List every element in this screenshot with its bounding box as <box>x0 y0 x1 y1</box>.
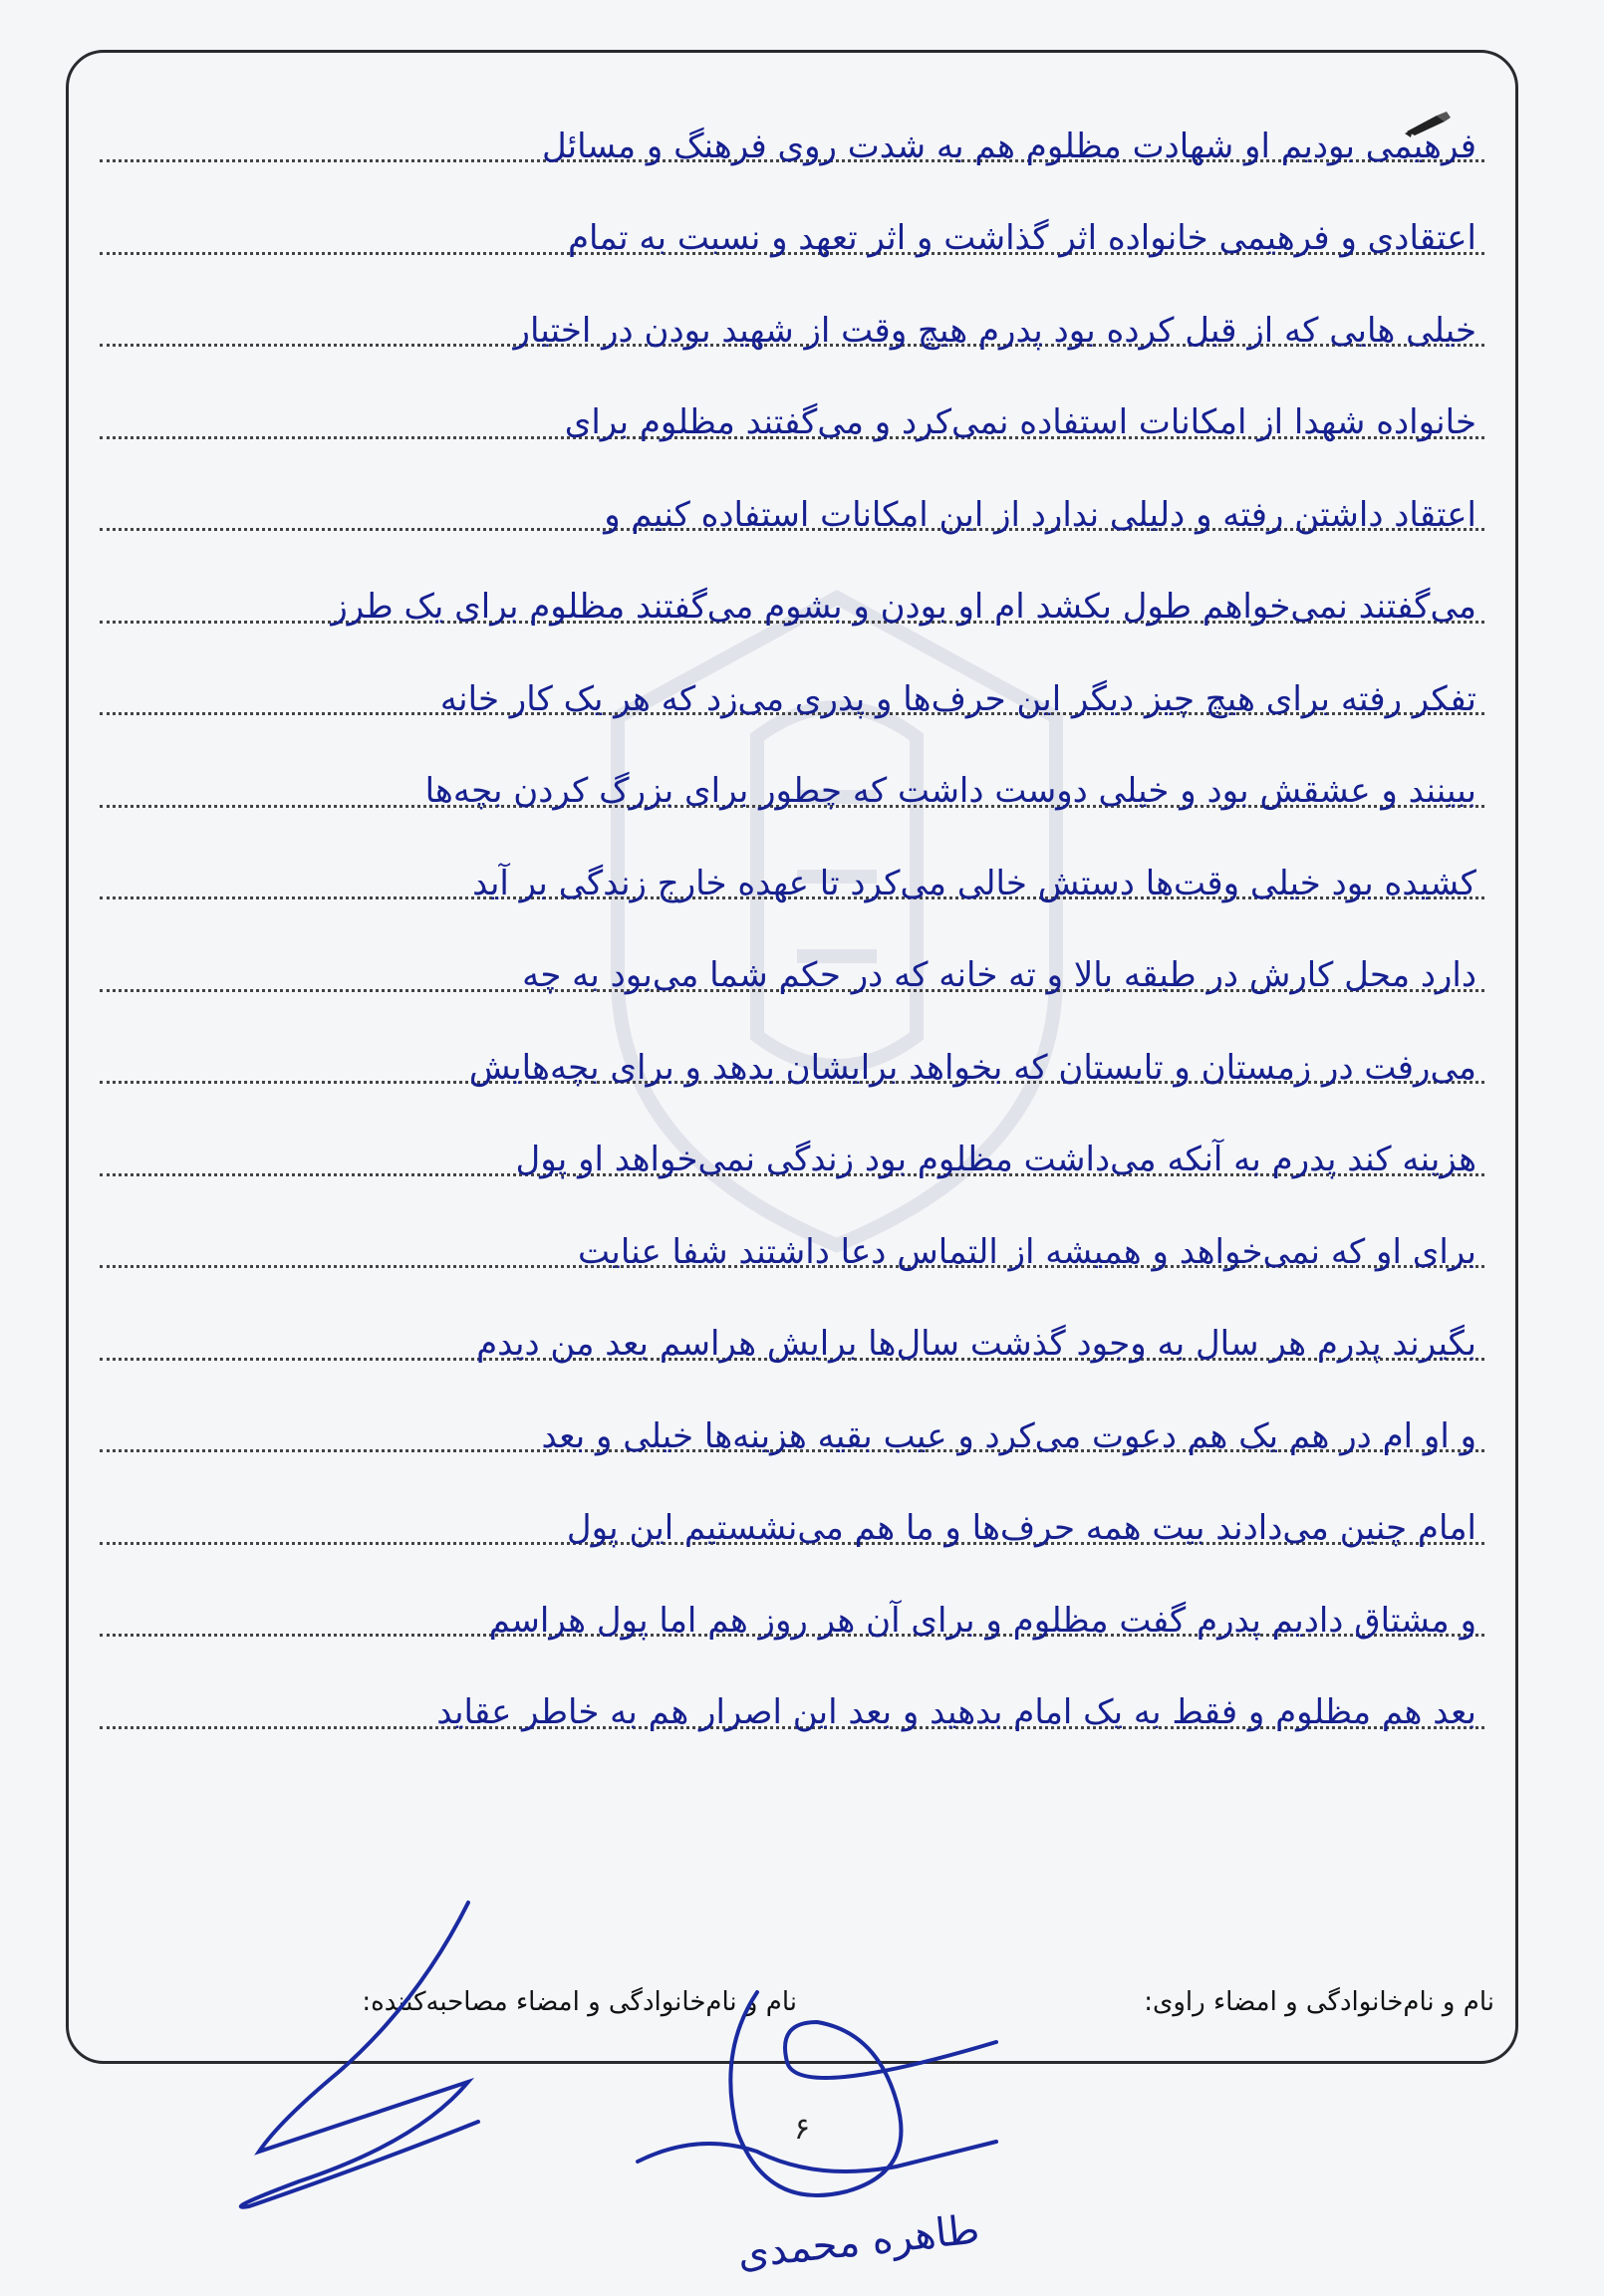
handwritten-line-text: می‌گفتند نمی‌خواهم طول بکشد ام او بودن و بشوم می‌گفتند مظلوم برای یک طرز <box>331 587 1476 627</box>
handwritten-line-text: بعد هم مظلوم و فقط به یک امام بدهید و بعد این اصرار هم به خاطر عقاید <box>436 1692 1476 1732</box>
handwritten-line-text: خانواده شهدا از امکانات استفاده نمی‌کرد و می‌گفتند مظلوم برای <box>564 402 1476 442</box>
handwritten-line-text: برای او که نمی‌خواهد و همیشه از التماس دعا داشتند شفا عنایت <box>577 1231 1476 1272</box>
signature-name: طاهره محمدی <box>735 2206 982 2278</box>
interviewer-signature <box>241 1903 478 2207</box>
handwritten-line-text: فرهیمی بودیم او شهادت مظلوم هم به شدت روی فرهنگ و مسائل <box>541 126 1476 166</box>
narrator-signature-label: نام و نام‌خانوادگی و امضاء راوی: <box>1144 1987 1494 2017</box>
handwritten-line-text: هزینه کند پدرم به آنکه می‌داشت مظلوم بود زندگی نمی‌خواهد او پول <box>515 1140 1476 1179</box>
interviewer-signature-label: نام و نام‌خانوادگی و امضاء مصاحبه‌کننده: <box>362 1987 797 2017</box>
handwritten-line-text: دارد محل کارش در طبقه بالا و ته خانه که در حکم شما می‌بود به چه <box>522 955 1476 995</box>
narrator-signature <box>730 1992 996 2195</box>
handwritten-line-text: تفکر رفته برای هیچ چیز دیگر این حرف‌ها و پدری می‌زد که هر یک کار خانه <box>439 678 1476 719</box>
handwritten-line-text: ببینند و عشقش بود و خیلی دوست داشت که چطور برای بزرگ کردن بچه‌ها <box>424 771 1476 811</box>
handwritten-line-text: کشیده بود خیلی وقت‌ها دستش خالی می‌کرد تا عهده خارج زندگی بر آید <box>472 863 1476 903</box>
handwritten-line-text: خیلی هایی که از قبل کرده بود پدرم هیچ وقت از شهید بودن در اختیار <box>513 310 1476 351</box>
handwritten-line-text: اعتقادی و فرهیمی خانواده اثر گذاشت و اثر تعهد و نسبت به تمام <box>568 218 1476 258</box>
handwritten-line-text: امام چنین می‌دادند بیت همه حرف‌ها و ما هم می‌نشستیم این پول <box>566 1508 1476 1548</box>
handwritten-line-text: بگیرند پدرم هر سال به وجود گذشت سال‌ها برایش هراسم بعد من دیدم <box>476 1324 1476 1364</box>
handwritten-line-text: اعتقاد داشتن رفته و دلیلی ندارد از این امکانات استفاده کنیم و <box>604 494 1476 535</box>
handwritten-line-text: و او ام در هم یک هم دعوت می‌کرد و عیب بقیه هزینه‌ها خیلی و بعد <box>541 1415 1476 1456</box>
handwritten-line-text: و مشتاق دادیم پدرم گفت مظلوم و برای آن هر روز هم اما پول هراسم <box>488 1600 1476 1641</box>
handwritten-line-text: می‌رفت در زمستان و تابستان که بخواهد برایشان بدهد و برای بچه‌هایش <box>468 1047 1476 1088</box>
page-number: ۶ <box>794 2112 811 2147</box>
